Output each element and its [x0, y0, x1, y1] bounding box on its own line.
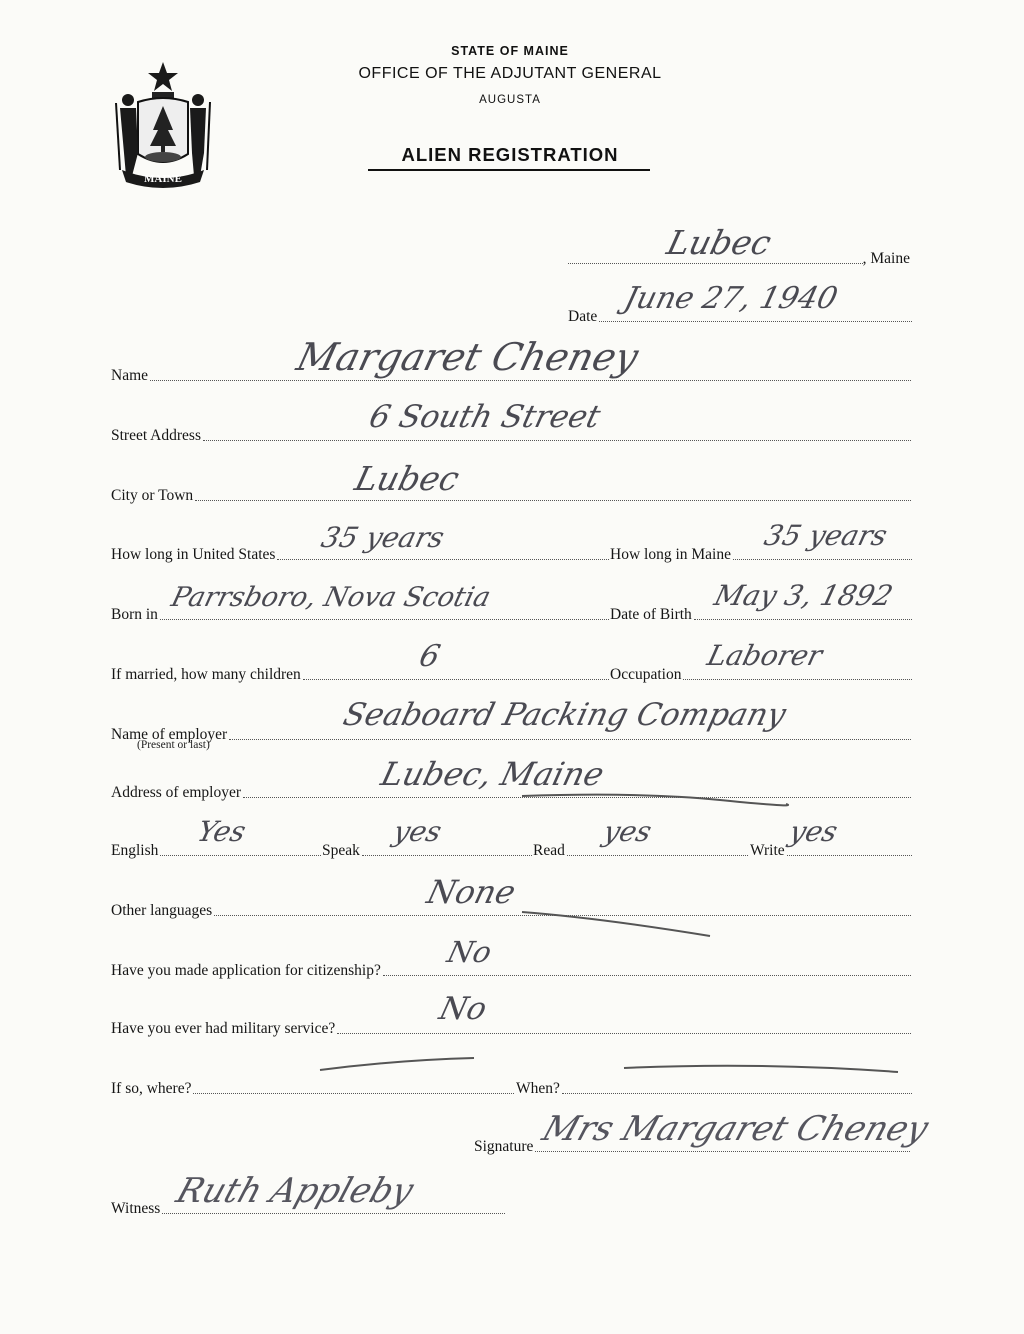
- dash-stroke: [622, 1060, 902, 1080]
- header-office: OFFICE OF THE ADJUTANT GENERAL: [358, 65, 662, 82]
- employer-label: Name of employer: [111, 725, 228, 743]
- years-in-maine-value: 35 years: [761, 519, 891, 552]
- children-value: 6: [415, 639, 444, 674]
- underline-stroke: [520, 906, 720, 942]
- name-label: Name: [111, 366, 149, 384]
- date-label: Date: [568, 307, 598, 325]
- write-value: yes: [786, 815, 842, 848]
- employer-sublabel: (Present or last): [137, 739, 210, 751]
- military-service-value: No: [435, 991, 491, 1027]
- name-value: Margaret Cheney: [292, 335, 643, 379]
- speak-label: Speak: [322, 841, 360, 859]
- employer-address-label: Address of employer: [111, 783, 241, 801]
- years-in-us-value: 35 years: [318, 521, 448, 554]
- employer-address-value: Lubec, Maine: [377, 755, 608, 793]
- military-service-label: Have you ever had military service?: [111, 1019, 336, 1037]
- other-languages-label: Other languages: [111, 901, 213, 919]
- date-of-birth-value: May 3, 1892: [711, 579, 897, 612]
- form-title: ALIEN REGISTRATION: [401, 144, 619, 165]
- occupation-value: Laborer: [704, 639, 826, 672]
- header-city: AUGUSTA: [479, 94, 541, 106]
- citizenship-label: Have you made application for citizenship?: [111, 961, 381, 979]
- english-value: Yes: [194, 815, 250, 848]
- years-in-maine-label: How long in Maine: [610, 545, 731, 563]
- city-label: City or Town: [111, 486, 194, 504]
- maine-state-seal-icon: [108, 58, 218, 188]
- children-field[interactable]: [111, 660, 609, 682]
- where-field[interactable]: [111, 1074, 514, 1096]
- date-of-birth-label: Date of Birth: [610, 605, 692, 623]
- signature-value: Mrs Margaret Cheney: [537, 1109, 934, 1149]
- street-address-value: 6 South Street: [365, 399, 605, 435]
- city-value: Lubec: [351, 459, 464, 498]
- when-label: When?: [516, 1079, 560, 1097]
- years-in-us-label: How long in United States: [111, 545, 276, 563]
- citizenship-value: No: [443, 935, 496, 969]
- born-in-value: Parrsboro, Nova Scotia: [168, 582, 494, 613]
- seal-banner-text: MAINE: [144, 173, 182, 185]
- signature-label: Signature: [474, 1137, 534, 1155]
- read-label: Read: [533, 841, 565, 859]
- english-label: English: [111, 841, 159, 859]
- header-state: STATE OF MAINE: [451, 44, 569, 58]
- witness-label: Witness: [111, 1199, 161, 1217]
- children-label: If married, how many children: [111, 665, 301, 683]
- street-address-label: Street Address: [111, 426, 201, 444]
- citizenship-field[interactable]: [111, 956, 911, 978]
- write-label: Write: [750, 841, 785, 859]
- underline-stroke: [520, 790, 790, 810]
- city-field[interactable]: [111, 481, 911, 503]
- occupation-label: Occupation: [610, 665, 682, 683]
- place-suffix-label: , Maine: [862, 249, 910, 267]
- place-value: Lubec: [663, 223, 776, 262]
- read-value: yes: [600, 815, 656, 848]
- military-service-field[interactable]: [111, 1014, 911, 1036]
- witness-value: Ruth Appleby: [171, 1171, 419, 1211]
- other-languages-value: None: [423, 873, 520, 911]
- dash-stroke: [318, 1054, 478, 1074]
- speak-value: yes: [390, 815, 446, 848]
- born-in-label: Born in: [111, 605, 158, 623]
- employer-value: Seaboard Packing Company: [339, 697, 790, 733]
- title-underline: [368, 169, 650, 171]
- date-value: June 27, 1940: [620, 281, 842, 316]
- where-label: If so, where?: [111, 1079, 192, 1097]
